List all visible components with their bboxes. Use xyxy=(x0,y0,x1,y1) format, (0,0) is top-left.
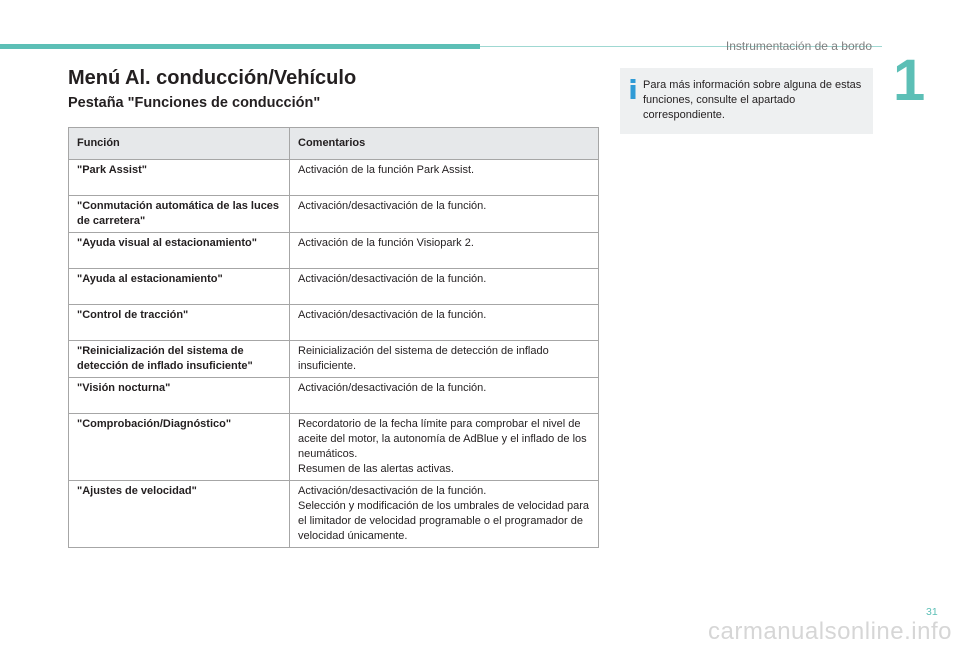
page-title: Menú Al. conducción/Vehículo xyxy=(68,67,357,89)
comment-cell: Activación de la función Park Assist. xyxy=(290,160,599,196)
table-row xyxy=(69,341,599,378)
watermark: carmanualsonline.info xyxy=(708,618,952,645)
comment-cell: Activación de la función Visiopark 2. xyxy=(290,233,599,269)
comment-cell: Activación/desactivación de la función. Selección y modificación de los umbrales de velocidad para el limitador de velocidad programable o el programador de velocidad únicamente. xyxy=(290,481,599,548)
column-header-comments: Comentarios xyxy=(290,128,599,160)
function-cell: "Park Assist" xyxy=(69,160,290,196)
function-cell: "Control de tracción" xyxy=(69,305,290,341)
function-cell: "Reinicialización del sistema de detección de inflado insuficiente" xyxy=(69,341,290,378)
chapter-number: 1 xyxy=(893,48,926,113)
table-header-row xyxy=(69,128,599,160)
header-accent-bar xyxy=(0,44,480,49)
functions-table xyxy=(68,127,599,548)
comment-cell: Reinicialización del sistema de detección de inflado insuficiente. xyxy=(290,341,599,378)
table-row xyxy=(69,269,599,305)
comment-cell: Activación/desactivación de la función. xyxy=(290,269,599,305)
comment-cell: Activación/desactivación de la función. xyxy=(290,378,599,414)
info-note-box xyxy=(620,68,873,134)
table-row xyxy=(69,196,599,233)
table-row xyxy=(69,378,599,414)
function-cell: "Visión nocturna" xyxy=(69,378,290,414)
column-header-function: Función xyxy=(69,128,290,160)
function-cell: "Conmutación automática de las luces de carretera" xyxy=(69,196,290,233)
page-number: 31 xyxy=(926,606,938,618)
function-cell: "Ayuda al estacionamiento" xyxy=(69,269,290,305)
function-cell: "Comprobación/Diagnóstico" xyxy=(69,414,290,481)
comment-cell: Activación/desactivación de la función. xyxy=(290,305,599,341)
comment-cell: Recordatorio de la fecha límite para comprobar el nivel de aceite del motor, la autonomía de AdBlue y el inflado de los neumáticos. Resumen de las alertas activas. xyxy=(290,414,599,481)
section-title: Instrumentación de a bordo xyxy=(725,39,872,53)
info-note-text: Para más información sobre alguna de estas funciones, consulte el apartado correspondiente. xyxy=(643,79,862,121)
function-cell: "Ajustes de velocidad" xyxy=(69,481,290,548)
comment-cell: Activación/desactivación de la función. xyxy=(290,196,599,233)
table-row xyxy=(69,414,599,481)
table-row xyxy=(69,233,599,269)
page-subtitle: Pestaña "Funciones de conducción" xyxy=(68,95,321,111)
function-cell: "Ayuda visual al estacionamiento" xyxy=(69,233,290,269)
table-row xyxy=(69,305,599,341)
table-row xyxy=(69,160,599,196)
info-icon xyxy=(628,79,638,99)
table-row xyxy=(69,481,599,548)
